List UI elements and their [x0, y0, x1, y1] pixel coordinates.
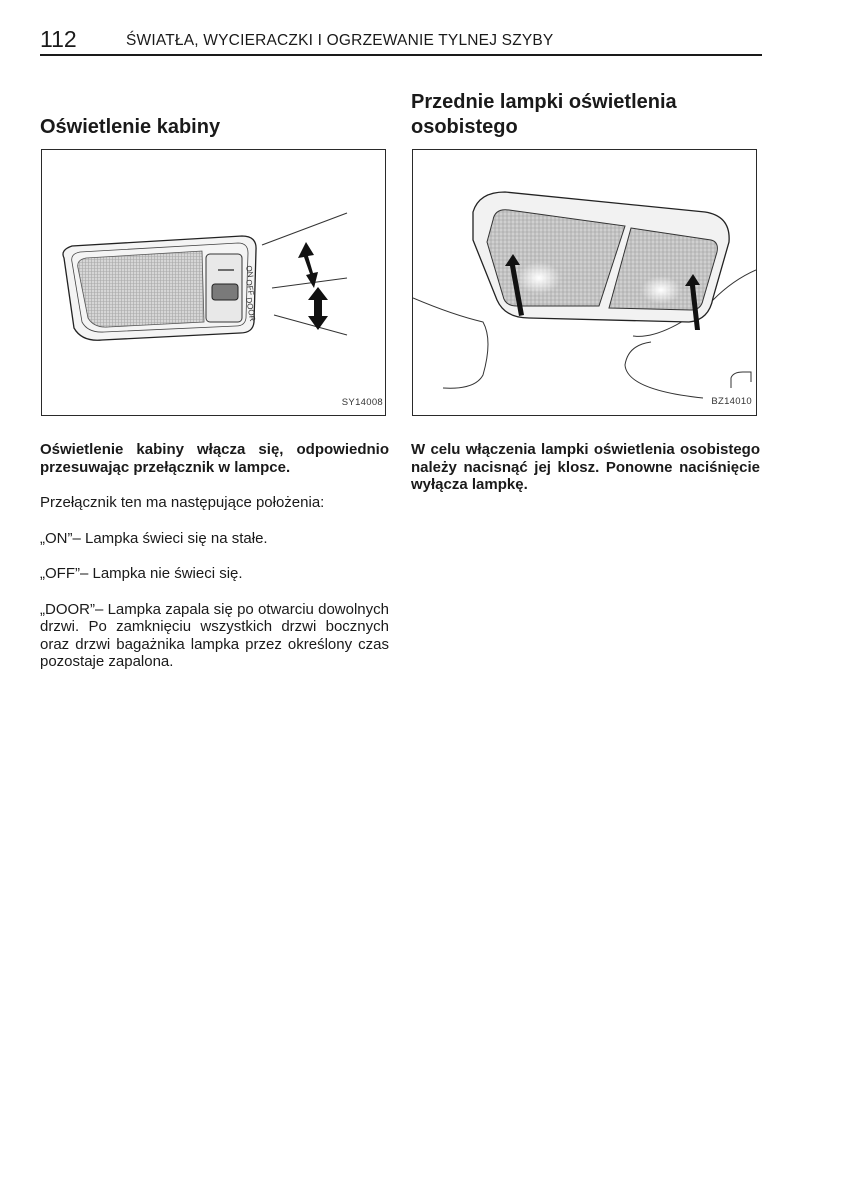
- figure-code-left: SY14008: [341, 397, 383, 408]
- page-number: 112: [40, 26, 77, 52]
- slide-switch: [212, 284, 238, 300]
- switch-label-off: OFF: [244, 278, 256, 297]
- figure-code-right: BZ14010: [711, 396, 752, 407]
- lamp-lens: [78, 251, 204, 327]
- chapter-title: ŚWIATŁA, WYCIERACZKI I OGRZEWANIE TYLNEJ SZYBY: [126, 32, 554, 49]
- switch-label-on: ON: [244, 264, 255, 279]
- switch-label-door: DOOR: [244, 296, 258, 322]
- paragraph-positions: Przełącznik ten ma następujące położenia:: [40, 494, 325, 511]
- paragraph-intro: Oświetlenie kabiny włącza się, odpowiednio przesuwając przełącznik w lampce.: [40, 441, 389, 476]
- double-arrow-lower: [308, 287, 328, 330]
- paragraph-on: „ON”– Lampka świeci się na stałe.: [40, 529, 268, 547]
- page-header: [40, 26, 762, 56]
- paragraph-personal-lights: W celu włączenia lampki oświetlenia osobistego należy nacisnąć jej klosz. Ponowne naciśnięcie wyłącza lampkę.: [411, 441, 760, 493]
- cabin-light-illustration: [42, 150, 385, 415]
- personal-lights-illustration: [413, 150, 756, 415]
- paragraph-door: „DOOR”– Lampka zapala się po otwarciu dowolnych drzwi. Po zamknięciu wszystkich drzwi bocznych oraz drzwi bagażnika lampka przez określony czas pozostaje zapalona.: [40, 600, 389, 670]
- section-title-personal-lights: Przednie lampki oświetlenia osobistego: [411, 91, 677, 138]
- text-column-right: [411, 441, 760, 494]
- double-arrow-upper: [298, 242, 318, 288]
- figure-personal-lights: [412, 149, 757, 416]
- figure-cabin-light: [41, 149, 386, 416]
- section-title-cabin-light: Oświetlenie kabiny: [40, 116, 221, 138]
- paragraph-off: „OFF”– Lampka nie świeci się.: [40, 565, 243, 582]
- text-column-left: [40, 441, 389, 671]
